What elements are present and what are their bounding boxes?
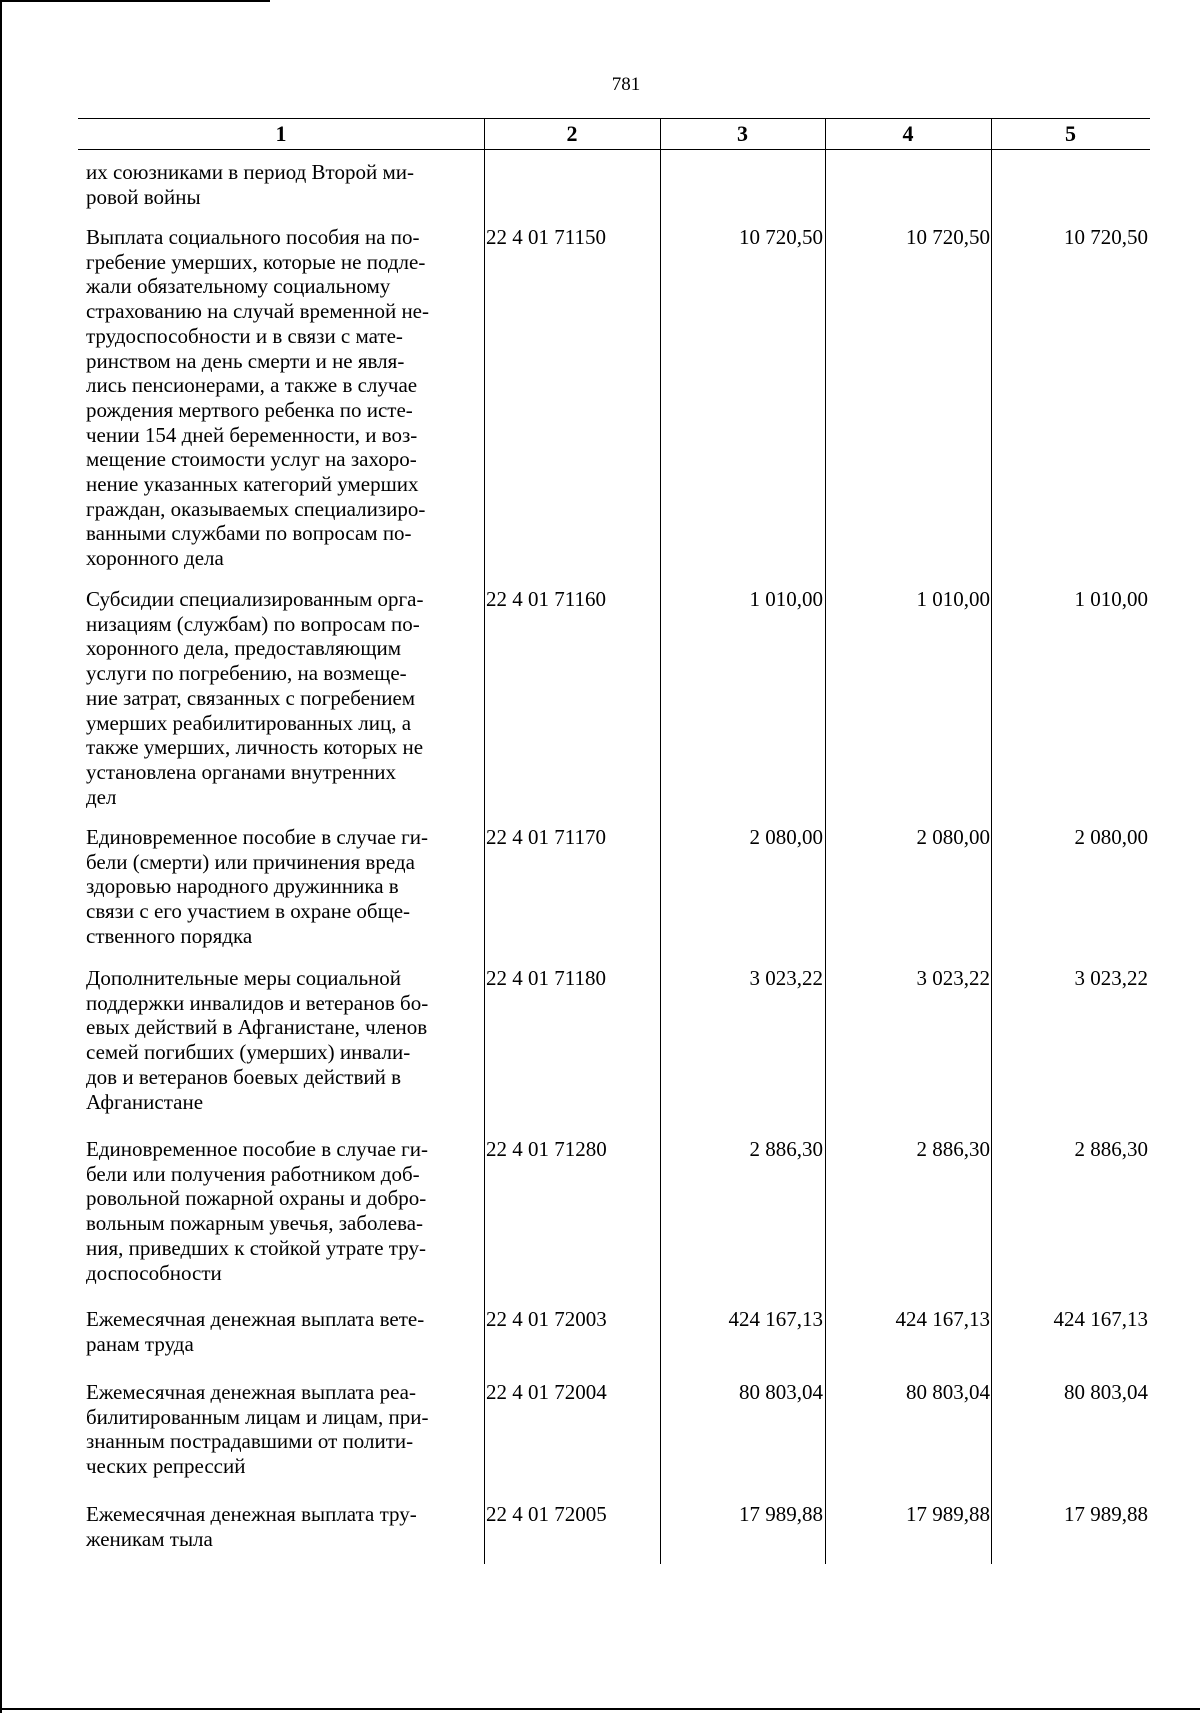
row-value-col3: 424 167,13 [728,1307,823,1331]
row-code: 22 4 01 71160 [486,587,606,611]
row-value-col3: 2 886,30 [749,1137,823,1161]
row-description: Дополнительные меры социальной поддержки инвалидов и ветеранов бо- евых действий в Афганистане, членов семей погибших (умерших) инвали- дов и ветеранов боевых действий в Афганистане [86,966,429,1114]
column-header-5: 5 [1065,121,1076,146]
row-description: Ежемесячная денежная выплата вете- ранам труда [86,1307,425,1356]
column-divider-4-5 [991,118,992,1564]
row-code: 22 4 01 71150 [486,225,606,249]
row-value-col3: 2 080,00 [749,825,823,849]
row-value-col5: 1 010,00 [1074,587,1148,611]
row-code: 22 4 01 71170 [486,825,606,849]
row-description: Субсидии специализированным орга- низациям (службам) по вопросам по- хоронного дела, предоставляющим услуги по погребению, на возмеще- ние затрат, связанных с погребением умерших реабилитированных лиц, а также умерших, личность которых не установлена органами внутренних дел [86,587,424,809]
row-value-col4: 17 989,88 [906,1502,990,1526]
row-value-col4: 424 167,13 [895,1307,990,1331]
row-description: Выплата социального пособия на по- гребение умерших, которые не подле- жали обязательному социальному страхованию на случай временной не- трудоспособности и в связи с мате- ринством на день смерти и не явля- лись пенсионерами, а также в случае рождения мертвого ребенка по исте- чении 154 дней беременности, и воз- мещение стоимости услуг на захоро- нение указанных категорий умерших граждан, оказываемых специализиро- ванными службами по вопросам по- хоронного дела [86,225,429,571]
row-value-col3: 1 010,00 [749,587,823,611]
row-value-col5: 10 720,50 [1064,225,1148,249]
row-value-col4: 3 023,22 [916,966,990,990]
scan-border-top [0,0,270,2]
row-description: Единовременное пособие в случае ги- бели или получения работником доб- ровольной пожарной охраны и добро- вольным пожарным увечья, заболева- ния, приведших к стойкой утрате тру- доспособности [86,1137,428,1285]
scan-border-left [0,0,2,1713]
row-value-col3: 80 803,04 [739,1380,823,1404]
row-value-col4: 80 803,04 [906,1380,990,1404]
column-header-3: 3 [737,121,748,146]
row-value-col5: 2 886,30 [1074,1137,1148,1161]
row-code: 22 4 01 72005 [486,1502,607,1526]
row-value-col4: 10 720,50 [906,225,990,249]
column-header-1: 1 [275,121,287,146]
row-value-col4: 1 010,00 [916,587,990,611]
row-value-col5: 17 989,88 [1064,1502,1148,1526]
row-value-col3: 17 989,88 [739,1502,823,1526]
column-header-4: 4 [902,121,914,146]
row-value-col5: 2 080,00 [1074,825,1148,849]
row-value-col5: 3 023,22 [1074,966,1148,990]
row-description: Ежемесячная денежная выплата тру- женикам тыла [86,1502,417,1551]
table-header [78,118,1150,150]
row-value-col5: 424 167,13 [1053,1307,1148,1331]
scan-border-bottom [0,1708,1200,1710]
page-number: 781 [611,74,641,95]
row-description: Единовременное пособие в случае ги- бели (смерти) или причинения вреда здоровью народного дружинника в связи с его участием в охране обще- ственного порядка [86,825,428,948]
row-code: 22 4 01 71180 [486,966,606,990]
row-description: их союзниками в период Второй ми- ровой войны [86,160,414,209]
row-code: 22 4 01 71280 [486,1137,607,1161]
row-description: Ежемесячная денежная выплата реа- билитированным лицам и лицам, при- знанным пострадавшими от полити- ческих репрессий [86,1380,429,1479]
row-code: 22 4 01 72004 [486,1380,607,1404]
row-code: 22 4 01 72003 [486,1307,607,1331]
row-value-col5: 80 803,04 [1064,1380,1148,1404]
row-value-col4: 2 080,00 [916,825,990,849]
column-divider-3-4 [825,118,826,1564]
row-value-col3: 3 023,22 [749,966,823,990]
row-value-col4: 2 886,30 [916,1137,990,1161]
row-value-col3: 10 720,50 [739,225,823,249]
column-header-2: 2 [566,121,578,146]
